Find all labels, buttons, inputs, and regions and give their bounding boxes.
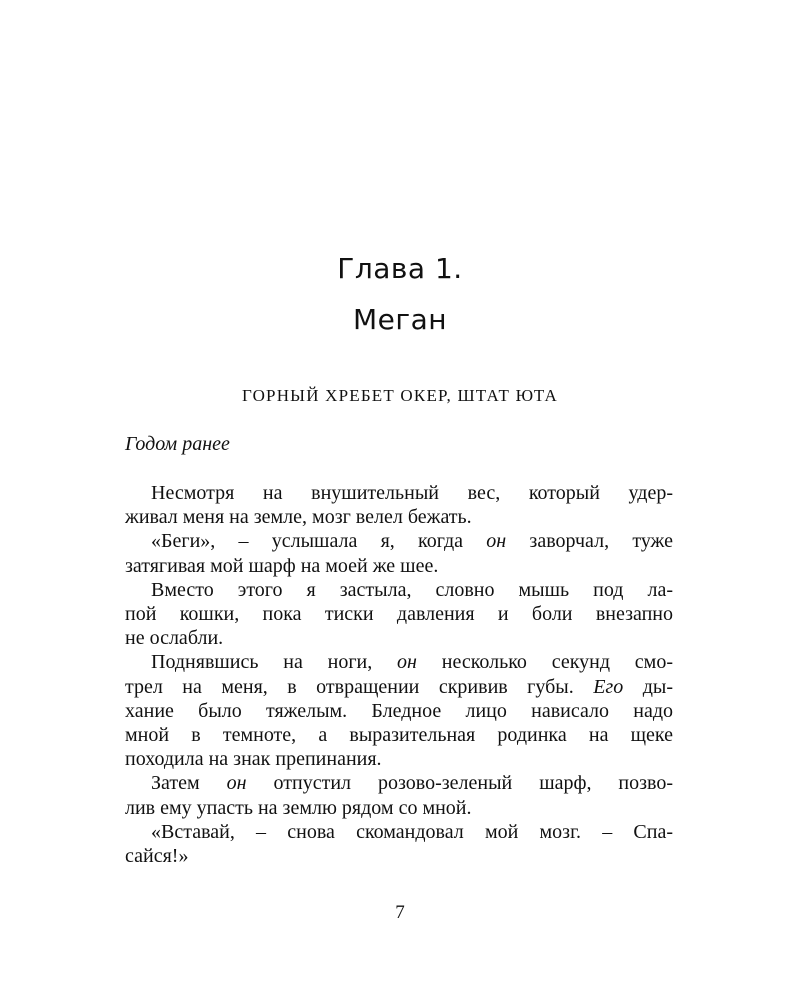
paragraph <box>125 481 673 529</box>
text-line: сайся!» <box>125 845 189 868</box>
location-heading: ГОРНЫЙ ХРЕБЕТ ОКЕР, ШТАТ ЮТА <box>241 386 559 405</box>
chapter-number: Глава 1. <box>337 252 463 285</box>
text-line: хание было тяжелым. Бледное лицо нависало надо <box>125 699 673 722</box>
emphasized-word: он <box>486 530 507 553</box>
text-line: трел на меня, в отвращении скривив губы. Его ды- <box>125 675 673 698</box>
text-line: «Вставай, – снова скомандовал мой мозг. – Спа- <box>151 820 673 843</box>
paragraph <box>125 529 673 577</box>
text-line: лив ему упасть на землю рядом со мной. <box>125 796 472 819</box>
text-line: затягивая мой шарф на моей же шее. <box>125 554 439 577</box>
page-number: 7 <box>395 902 405 923</box>
text-line: не ослабли. <box>125 627 224 650</box>
text-line: Вместо этого я застыла, словно мышь под ла- <box>151 578 673 601</box>
text-line: «Беги», – услышала я, когда он заворчал, туже <box>151 530 673 553</box>
emphasized-word: он <box>397 651 417 674</box>
text-line: пой кошки, пока тиски давления и боли внезапно <box>125 603 673 626</box>
time-note: Годом ранее <box>125 433 230 455</box>
chapter-name: Меган <box>352 303 448 336</box>
paragraph <box>125 650 673 771</box>
paragraph <box>125 578 673 651</box>
emphasized-word: Его <box>593 675 624 698</box>
text-line: походила на знак препинания. <box>125 748 382 771</box>
text-line: живал меня на земле, мозг велел бежать. <box>125 506 472 529</box>
paragraph <box>125 820 673 868</box>
text-line: мной в темноте, а выразительная родинка на щеке <box>125 724 673 747</box>
text-line: Несмотря на внушительный вес, который удер- <box>151 482 673 504</box>
paragraph <box>125 771 673 819</box>
emphasized-word: он <box>226 772 247 795</box>
text-line: Поднявшись на ноги, он несколько секунд смо- <box>151 651 673 674</box>
text-line: Затем он отпустил розово-зеленый шарф, позво- <box>151 772 674 795</box>
body-text <box>125 481 673 868</box>
